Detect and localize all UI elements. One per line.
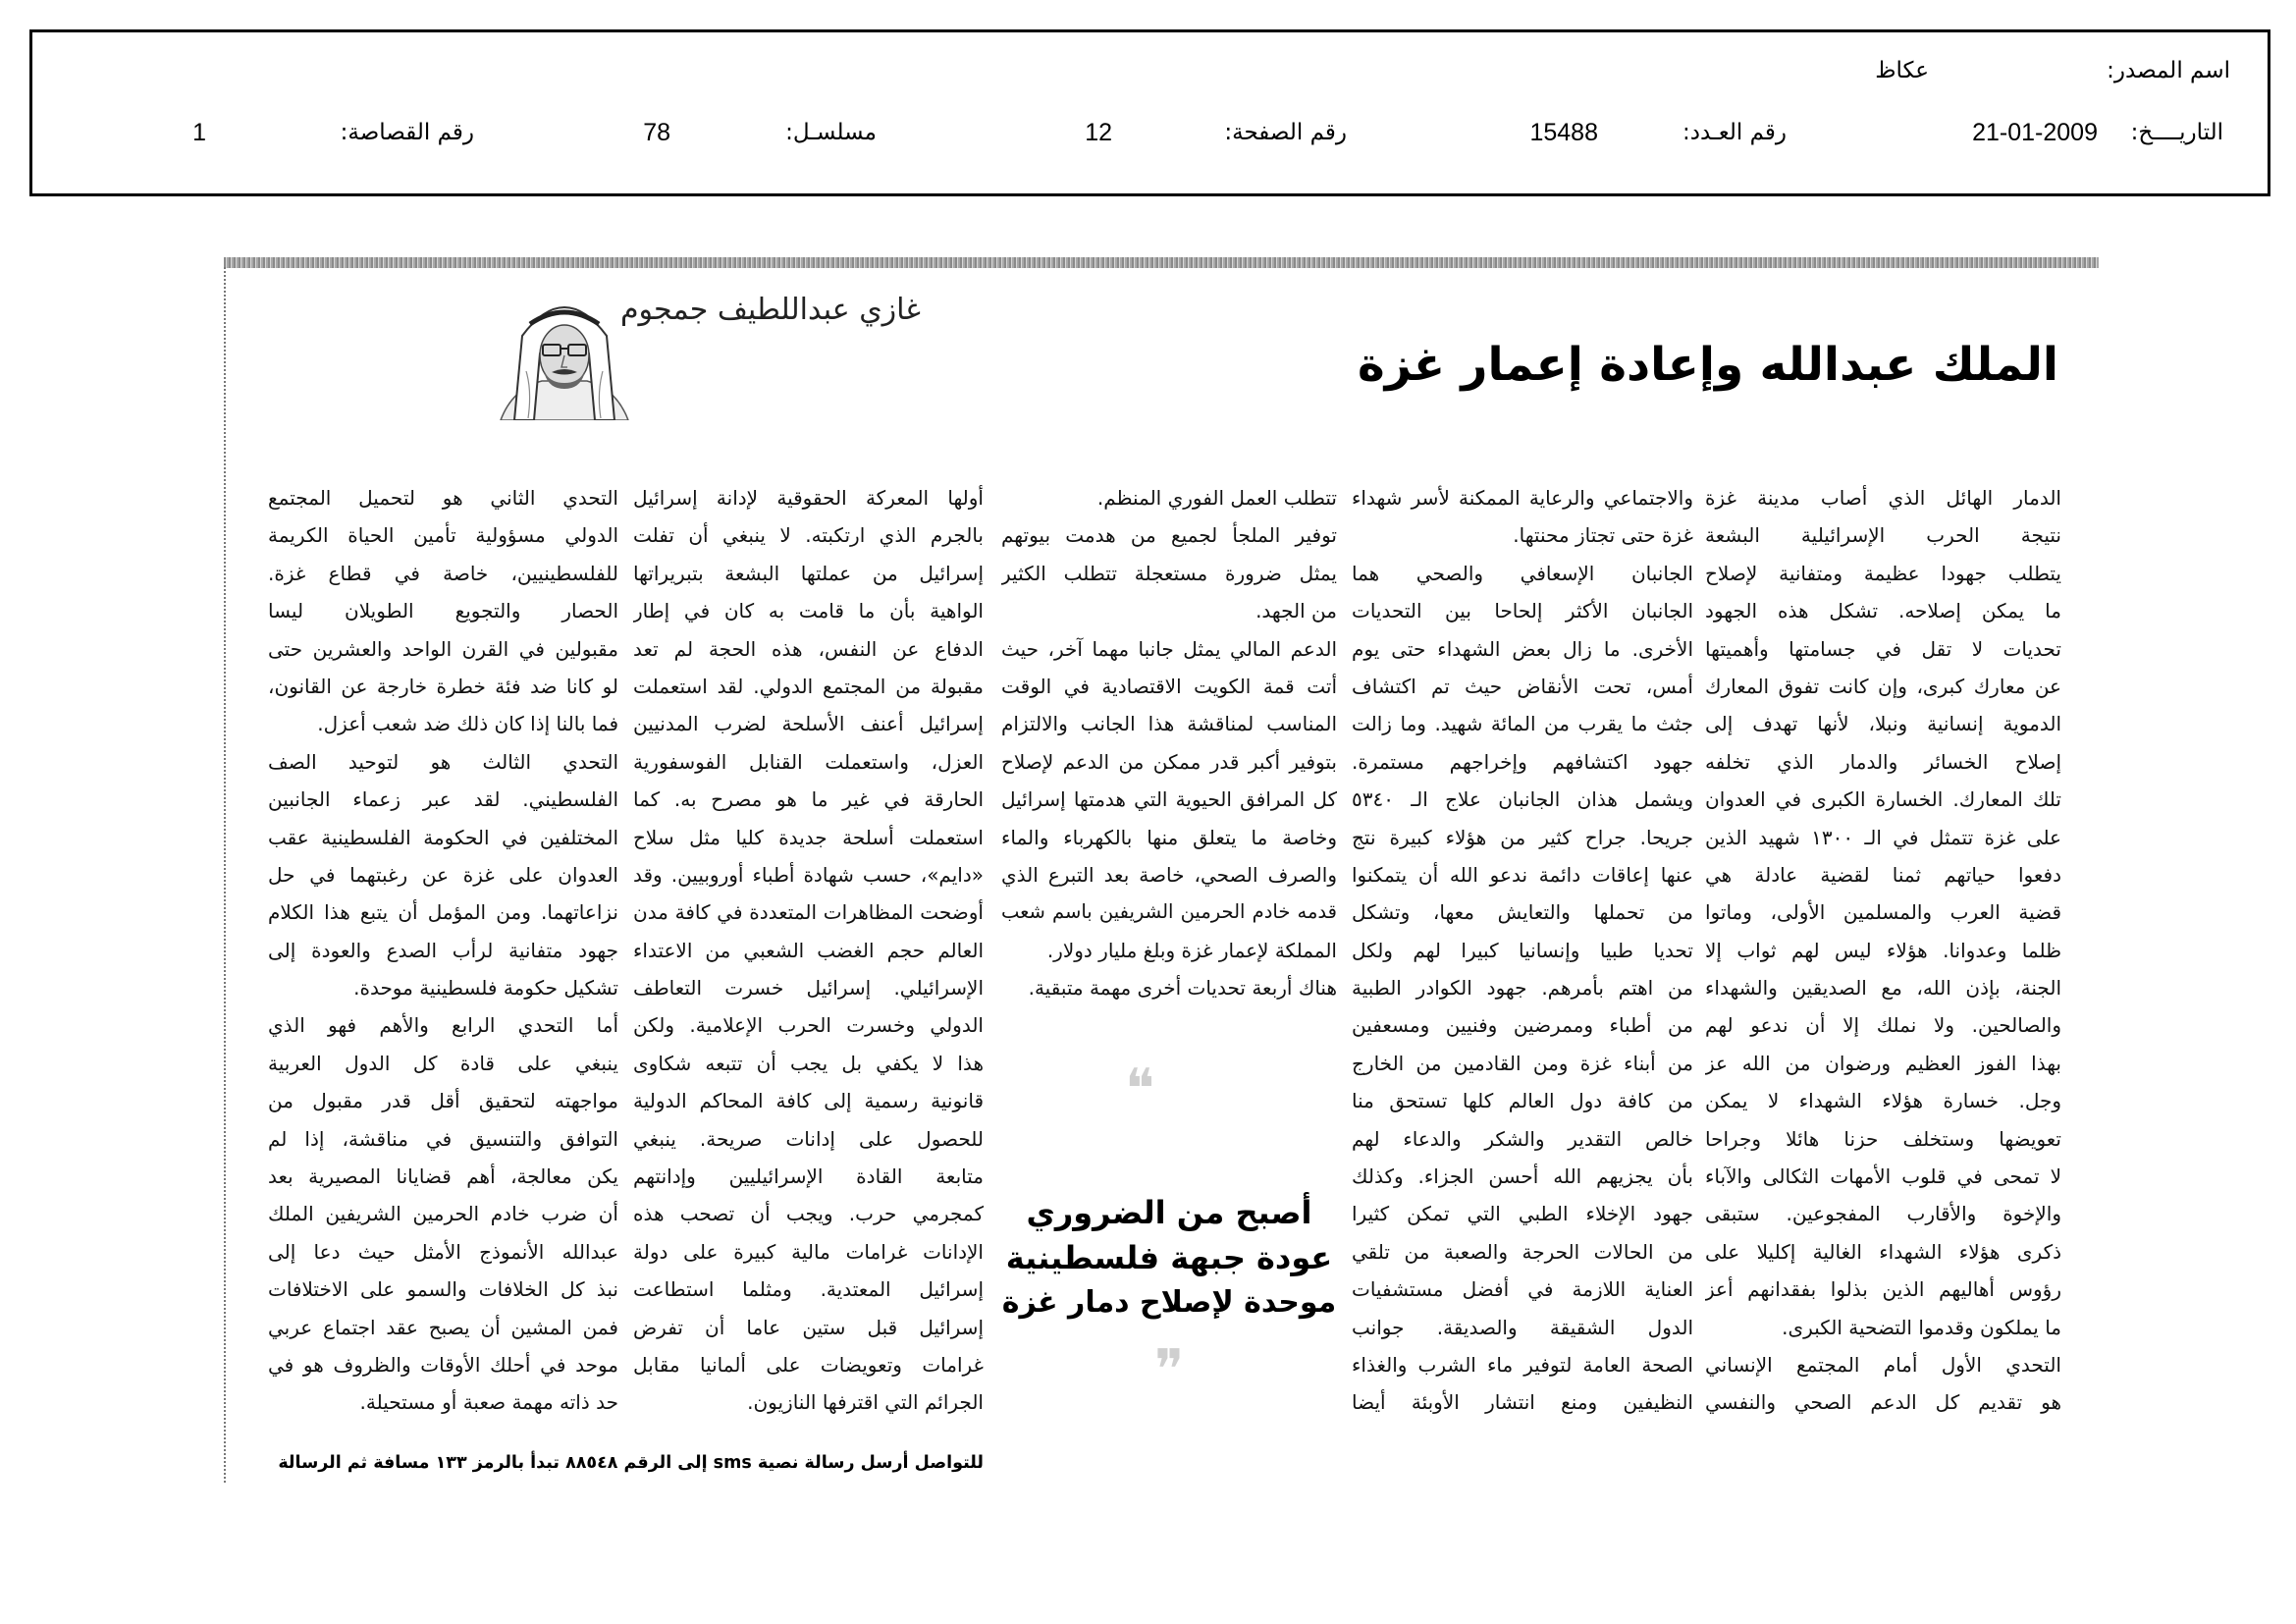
article-line: مواجهته لتحقيق أقل قدر مقبول من xyxy=(268,1089,618,1113)
article-line: فمن المشين أن يصبح عقد اجتماع عربي xyxy=(268,1315,618,1339)
article-line: أولها المعركة الحقوقية لإدانة إسرائيل xyxy=(633,486,984,510)
article-line: من أطباء وممرضين وفنيين ومسعفين xyxy=(1352,1013,1693,1038)
article-line: المختلفين في الحكومة الفلسطينية عقب xyxy=(268,825,618,849)
article-line: والإخوة والأقارب المفجوعين. ستبقى xyxy=(1705,1202,2061,1226)
clipping-top-edge xyxy=(224,257,2099,268)
article-line: أما التحدي الرابع والأهم فهو الذي xyxy=(268,1013,618,1038)
article-line: الأخرى. ما زال بعض الشهداء حتى يوم xyxy=(1352,636,1693,661)
article-line: للحصول على إدانات صريحة. ينبغي xyxy=(633,1126,984,1151)
article-line: نبذ كل الخلافات والسمو على الاختلافات xyxy=(268,1277,618,1302)
article-line: كمجرمي حرب. ويجب أن تصحب هذه xyxy=(633,1202,984,1226)
article-line: مقبولين في القرن الواحد والعشرين حتى xyxy=(268,636,618,661)
article-line: استعملت أسلحة جديدة كليا مثل سلاح xyxy=(633,825,984,849)
pull-quote-line: عودة جبهة فلسطينية xyxy=(1005,1239,1333,1276)
article-line: قانونية رسمية إلى كافة المحاكم الدولية xyxy=(633,1089,984,1113)
page-label: رقم الصفحة: xyxy=(1224,120,1347,145)
article-line: التحدي الثاني هو لتحميل المجتمع xyxy=(268,486,618,510)
article-line: ويشمل هذان الجانبان علاج الـ ٥٣٤٠ xyxy=(1352,787,1693,812)
article-line: نتيجة الحرب الإسرائيلية البشعة xyxy=(1705,523,2061,548)
article-line: تحديات لا تقل في جسامتها وأهميتها xyxy=(1705,636,2061,661)
article-line: أتت قمة الكويت الاقتصادية في الوقت xyxy=(1001,674,1337,698)
article-line: إصلاح الخسائر والدمار الذي تخلفه xyxy=(1705,749,2061,774)
article-line: نزاعاتهما. ومن المؤمل أن يتبع هذا الكلام xyxy=(268,900,618,925)
article-line: بأن يجزيهم الله أحسن الجزاء. وكذلك xyxy=(1352,1164,1693,1189)
pull-quote-line: أصبح من الضروري xyxy=(1026,1194,1312,1231)
clipping-number-value: 1 xyxy=(192,119,206,146)
article-line: الواهية بأن ما قامت به كان في إطار xyxy=(633,599,984,623)
article-line: قدمه خادم الحرمين الشريفين باسم شعب xyxy=(1001,900,1337,924)
author-portrait-icon xyxy=(493,273,636,420)
article-line: هو تقديم كل الدعم الصحي والنفسي xyxy=(1705,1390,2061,1415)
article-line: المملكة لإعمار غزة وبلغ مليار دولار. xyxy=(1046,938,1337,962)
article-line: فما بالنا إذا كان ذلك ضد شعب أعزل. xyxy=(317,712,618,736)
article-line: غزة حتى تجتاز محنتها. xyxy=(1513,523,1693,548)
article-line: الحصار والتجويع الطويلان ليسا xyxy=(268,599,618,623)
article-line: إسرائيل أعنف الأسلحة لضرب المدنيين xyxy=(633,712,984,736)
sms-contact-note: للتواصل أرسل رسالة نصية sms إلى الرقم ٨٨٥٤٨ تبدأ بالرمز ١٣٣ مسافة ثم الرسالة xyxy=(278,1453,984,1473)
article-line: ما يمكن إصلاحه. تشكل هذه الجهود xyxy=(1705,599,2061,623)
date-value: 21-01-2009 xyxy=(1972,119,2098,146)
article-line: تلك المعارك. الخسارة الكبرى في العدوان xyxy=(1705,787,2061,812)
article-line: عبدالله الأنموذج الأمثل حيث دعا إلى xyxy=(268,1239,618,1264)
serial-value: 78 xyxy=(643,119,670,146)
article-line: العزل، واستعملت القنابل الفوسفورية xyxy=(633,749,984,774)
article-line: والاجتماعي والرعاية الممكنة لأسر شهداء xyxy=(1352,486,1693,510)
article-line: ما يملكون وقدموا التضحية الكبرى. xyxy=(1782,1315,2061,1339)
article-line: من تحملها والتعايش معها، وتشكل xyxy=(1352,900,1693,925)
article-line: والصالحين. ولا نملك إلا أن ندعو لهم xyxy=(1705,1013,2061,1038)
article-line: الدفاع عن النفس، هذه الحجة لم تعد xyxy=(633,636,984,661)
article-line: ذكرى هؤلاء الشهداء الغالية إكليلا على xyxy=(1705,1239,2061,1264)
article-line: الدولي مسؤولية تأمين الحياة الكريمة xyxy=(268,523,618,548)
issue-value: 15488 xyxy=(1529,119,1598,146)
article-line: التحدي الثالث هو لتوحيد الصف xyxy=(268,749,618,774)
article-line: الإدانات غرامات مالية كبيرة على دولة xyxy=(633,1239,984,1264)
article-line: للفلسطينيين، خاصة في قطاع غزة. xyxy=(268,561,618,585)
article-line: من اهتم بأمرهم. جهود الكوادر الطبية xyxy=(1352,976,1693,1001)
article-line: كل المرافق الحيوية التي هدمتها إسرائيل xyxy=(1001,787,1337,812)
article-headline: الملك عبدالله وإعادة إعمار غزة xyxy=(1357,338,2058,392)
pull-quote-line: موحدة لإصلاح دمار غزة xyxy=(1001,1285,1337,1320)
article-line: الدول الشقيقة والصديقة. جوانب xyxy=(1352,1315,1693,1339)
article-line: العناية اللازمة في أفضل مستشفيات xyxy=(1352,1277,1693,1302)
date-label: التاريــــخ: xyxy=(2130,120,2223,145)
article-line: من كافة دول العالم كلها تستحق منا xyxy=(1352,1089,1693,1113)
clipping-left-edge xyxy=(224,267,226,1483)
article-line: يمثل ضرورة مستعجلة تتطلب الكثير xyxy=(1001,561,1337,585)
clipping-metadata-box xyxy=(29,29,2270,196)
article-line: عنها إعاقات دائمة ندعو الله أن يتمكنوا xyxy=(1352,862,1693,887)
article-line: الإسرائيلي. إسرائيل خسرت التعاطف xyxy=(633,976,984,1001)
article-line: الجرائم التي اقترفها النازيون. xyxy=(747,1390,984,1415)
article-line: بهذا الفوز العظيم ورضوان من الله عز xyxy=(1705,1051,2061,1075)
article-line: الدولي وخسرت الحرب الإعلامية. ولكن xyxy=(633,1013,984,1038)
article-line: جهود الإخلاء الطبي التي تمكن كثيرا xyxy=(1352,1202,1693,1226)
article-line: الجنة، بإذن الله، مع الصديقين والشهداء xyxy=(1705,976,2061,1001)
article-line: إسرائيل قبل ستين عاما أن تفرض xyxy=(633,1315,984,1339)
article-line: إسرائيل المعتدية. ومثلما استطاعت xyxy=(633,1277,984,1302)
article-line: جثث ما يقرب من المائة شهيد. وما زالت xyxy=(1352,712,1693,736)
article-line: وخاصة ما يتعلق منها بالكهرباء والماء xyxy=(1001,825,1337,849)
article-line: بتوفير أكبر قدر ممكن من الدعم لإصلاح xyxy=(1001,749,1337,774)
article-line: بالجرم الذي ارتكبته. لا ينبغي أن تفلت xyxy=(633,523,984,548)
article-line: التوافق والتنسيق في مناقشة، إذا لم xyxy=(268,1126,618,1151)
article-line: الصحة العامة لتوفير ماء الشرب والغذاء xyxy=(1352,1352,1693,1377)
article-line: النظيفين ومنع انتشار الأوبئة أيضا xyxy=(1352,1390,1693,1415)
article-line: موحد في أحلك الأوقات والظروف هو في xyxy=(268,1352,618,1377)
article-line: أوضحت المظاهرات المتعددة في كافة مدن xyxy=(633,900,984,925)
source-label: اسم المصدر: xyxy=(2107,58,2230,83)
article-line: رؤوس أهاليهم الذين بذلوا بفقدانهم أعز xyxy=(1705,1277,2061,1302)
article-line: توفير الملجأ لجميع من هدمت بيوتهم xyxy=(1001,523,1337,548)
article-line: الفلسطيني. لقد عبر زعماء الجانبين xyxy=(268,787,618,812)
article-line: الدمار الهائل الذي أصاب مدينة غزة xyxy=(1705,486,2061,510)
article-line: هناك أربعة تحديات أخرى مهمة متبقية. xyxy=(1028,976,1337,1001)
article-line: العدوان على غزة عن رغبتهما في حل xyxy=(268,862,618,887)
article-line: الحارقة في غير ما هو مصرح به. كما xyxy=(633,787,984,812)
source-value: عكاظ xyxy=(1875,58,1929,83)
article-author: غازي عبداللطيف جمجوم xyxy=(619,293,921,327)
article-line: تعويضها وستخلف حزنا هائلا وجراحا xyxy=(1705,1126,2061,1151)
article-line: لا تمحى في قلوب الأمهات الثكالى والآباء xyxy=(1705,1164,2061,1189)
article-line: جهود اكتشافهم وإخراجهم مستمرة. xyxy=(1352,749,1693,774)
article-column-4 xyxy=(633,479,984,1422)
article-line: وجل. خسارة هؤلاء الشهداء لا يمكن xyxy=(1705,1089,2061,1113)
article-column-2 xyxy=(1352,479,1693,1422)
article-line: الدموية إنسانية ونبلا، لأنها تهدف إلى xyxy=(1705,712,2061,736)
article-line: أن ضرب خادم الحرمين الشريفين الملك xyxy=(268,1202,618,1226)
article-line: دفعوا حياتهم ثمنا لقضية عادلة هي xyxy=(1705,862,2061,887)
article-line: الجانبان الأكثر إلحاحا بين التحديات xyxy=(1352,599,1693,623)
article-line: والصرف الصحي، خاصة بعد التبرع الذي xyxy=(1001,862,1337,887)
article-line: يكن معالجة، أهم قضايانا المصيرية بعد xyxy=(268,1164,618,1189)
article-line: التحدي الأول أمام المجتمع الإنساني xyxy=(1705,1352,2061,1377)
article-line: على غزة تتمثل في الـ ١٣٠٠ شهيد الذين xyxy=(1705,825,2061,849)
article-column-3 xyxy=(1001,479,1337,1006)
article-line: من أبناء غزة ومن القادمين من الخارج xyxy=(1352,1051,1693,1075)
article-line: مقبولة من المجتمع الدولي. لقد استعملت xyxy=(633,674,984,698)
article-line: حد ذاته مهمة صعبة أو مستحيلة. xyxy=(359,1390,618,1415)
opening-quote-icon xyxy=(1125,1062,1154,1117)
article-line: لو كانا ضد فئة خطرة خارجة عن القانون، xyxy=(268,674,618,698)
page-value: 12 xyxy=(1085,119,1112,146)
clipping-number-label: رقم القصاصة: xyxy=(340,120,474,145)
article-column-5 xyxy=(268,479,618,1422)
article-line: إسرائيل من عملتها البشعة بتبريراتها xyxy=(633,561,984,585)
article-line: ظلما وعدوانا. هؤلاء ليس لهم ثواب إلا xyxy=(1705,938,2061,962)
article-line: الدعم المالي يمثل جانبا مهما آخر، حيث xyxy=(1001,636,1337,661)
article-line: قضية العرب والمسلمين الأولى، وماتوا xyxy=(1705,900,2061,925)
article-line: جريحا. جراح كثير من هؤلاء كبيرة نتج xyxy=(1352,825,1693,849)
article-line: متابعة القادة الإسرائيليين وإدانتهم xyxy=(633,1164,984,1189)
article-line: العالم حجم الغضب الشعبي من الاعتداء xyxy=(633,938,984,962)
article-line: من الجهد. xyxy=(1255,599,1337,623)
article-column-1 xyxy=(1705,479,2061,1422)
article-line: غرامات وتعويضات على ألمانيا مقابل xyxy=(633,1352,984,1377)
article-line: «دايم»، حسب شهادة أطباء أوروبيين. وقد xyxy=(633,862,984,887)
article-line: يتطلب جهودا عظيمة ومتفانية لإصلاح xyxy=(1705,561,2061,585)
article-line: خالص التقدير والشكر والدعاء لهم xyxy=(1352,1126,1693,1151)
issue-label: رقم العـدد: xyxy=(1682,120,1787,145)
article-line: جهود متفانية لرأب الصدع والعودة إلى xyxy=(268,938,618,962)
article-line: أمس، تحت الأنقاض حيث تم اكتشاف xyxy=(1352,674,1693,698)
article-line: ينبغي على قادة كل الدول العربية xyxy=(268,1051,618,1075)
article-line: الجانبان الإسعافي والصحي هما xyxy=(1352,561,1693,585)
article-line: تحديا طبيا وإنسانيا كبيرا لهم ولكل xyxy=(1352,938,1693,962)
article-line: عن معارك كبرى، وإن كانت تفوق المعارك xyxy=(1705,674,2061,698)
closing-quote-icon xyxy=(1154,1343,1184,1398)
pull-quote xyxy=(1001,1190,1337,1326)
serial-label: مسلسـل: xyxy=(785,120,877,145)
article-line: المناسب لمناقشة هذا الجانب والالتزام xyxy=(1001,712,1337,736)
article-line: من الحالات الحرجة والصعبة من تلقي xyxy=(1352,1239,1693,1264)
article-line: تشكيل حكومة فلسطينية موحدة. xyxy=(353,976,618,1001)
article-line: تتطلب العمل الفوري المنظم. xyxy=(1096,486,1337,510)
article-line: هذا لا يكفي بل يجب أن تتبعه شكاوى xyxy=(633,1051,984,1075)
